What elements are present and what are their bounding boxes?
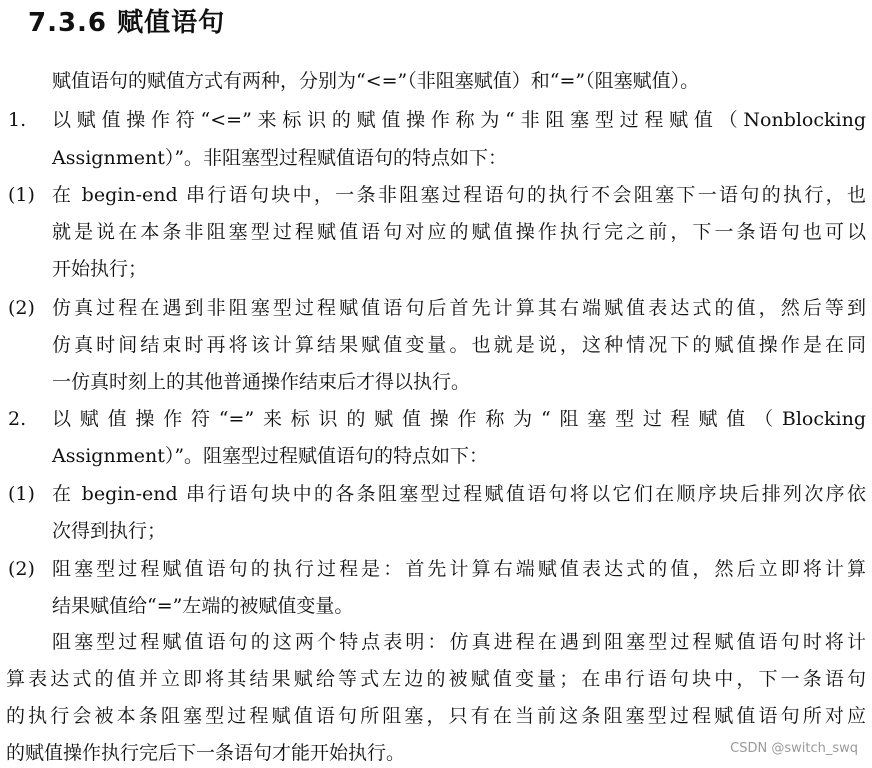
paragraph-line: 的执行会被本条阻塞型过程赋值语句所阻塞，只有在当前这条阻塞型过程赋值语句所对应: [6, 705, 866, 727]
paragraph-line: 仿真时间结束时再将该计算结果赋值变量。也就是说，这种情况下的赋值操作是在同: [52, 334, 866, 356]
paragraph-line: 仿真过程在遇到非阻塞型过程赋值语句后首先计算其右端赋值表达式的值，然后等到: [52, 297, 866, 319]
watermark: CSDN @switch_swq: [730, 741, 858, 756]
paragraph-line: Assignment）”。非阻塞型过程赋值语句的特点如下：: [52, 147, 508, 169]
paragraph-line: 开始执行；: [52, 258, 148, 280]
list-marker: (2): [8, 558, 35, 580]
section-heading: 7.3.6 赋值语句: [28, 8, 226, 38]
paragraph-line: 在 begin-end 串行语句块中的各条阻塞型过程赋值语句将以它们在顺序块后排列次序依: [52, 483, 866, 505]
paragraph-line: 算表达式的值并立即将其结果赋给等式左边的被赋值变量；在串行语句块中，下一条语句: [6, 668, 866, 690]
paragraph-line: 次得到执行；: [52, 520, 167, 542]
list-marker: 2.: [8, 408, 27, 430]
paragraph-line: 以赋值操作符“=”来标识的赋值操作称为“阻塞型过程赋值（Blocking: [52, 408, 866, 430]
intro-paragraph: 赋值语句的赋值方式有两种，分别为“<=”（非阻塞赋值）和“=”（阻塞赋值）。: [52, 70, 700, 92]
paragraph-line: Assignment）”。阻塞型过程赋值语句的特点如下：: [52, 445, 489, 467]
paragraph-line: 以赋值操作符“<=”来标识的赋值操作称为“非阻塞型过程赋值（Nonblocking: [52, 109, 866, 131]
paragraph-line: 阻塞型过程赋值语句的执行过程是：首先计算右端赋值表达式的值，然后立即将计算: [52, 558, 866, 580]
list-marker: (1): [8, 184, 35, 206]
list-marker: (2): [8, 297, 35, 319]
list-marker: 1.: [8, 109, 27, 131]
list-marker: (1): [8, 483, 35, 505]
paragraph-line: 一仿真时刻上的其他普通操作结束后才得以执行。: [52, 371, 471, 393]
paragraph-line: 就是说在本条非阻塞型过程赋值语句对应的赋值操作执行完之前，下一条语句也可以: [52, 221, 866, 243]
paragraph-line: 阻塞型过程赋值语句的这两个特点表明：仿真进程在遇到阻塞型过程赋值语句时将计: [52, 631, 866, 653]
paragraph-line: 在 begin-end 串行语句块中，一条非阻塞过程语句的执行不会阻塞下一语句的执行，也: [52, 184, 866, 206]
paragraph-line: 结果赋值给“=”左端的被赋值变量。: [52, 595, 354, 617]
paragraph-line: 的赋值操作执行完后下一条语句才能开始执行。: [6, 742, 406, 764]
